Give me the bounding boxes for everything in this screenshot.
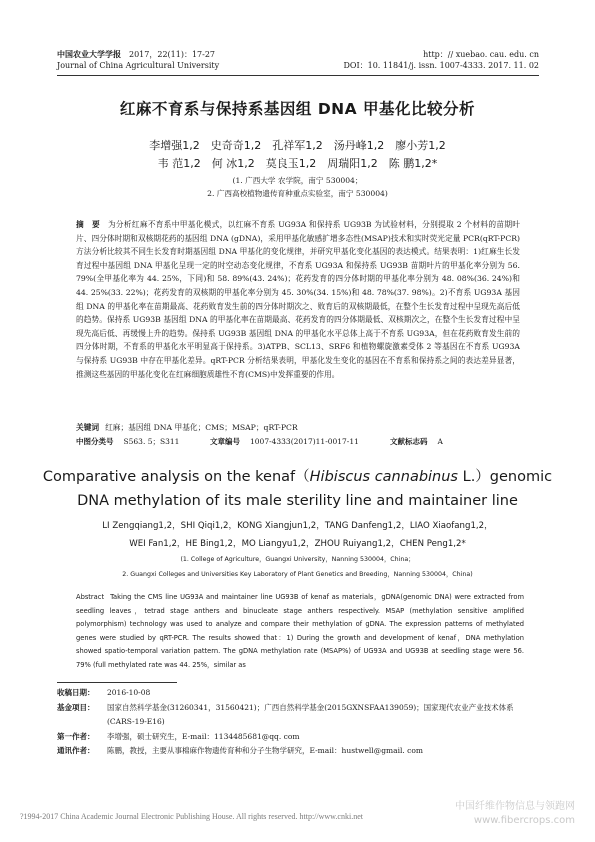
title-en-part2: L.）genomic [458, 469, 553, 485]
footnote-received [57, 686, 539, 701]
journal-url: http：// xuebao. cau. edu. cn [423, 50, 539, 59]
footnote-label: 基金项目： [57, 702, 95, 712]
footnote-value: 李增强，硕士研究生，E-mail：1134485681@qq. com [107, 731, 300, 741]
title-en-part1: Comparative analysis on the kenaf（ [42, 469, 310, 485]
doi: DOI：10. 11841/j. issn. 1007-4333. 2017. 11. 02 [343, 61, 539, 70]
footnote-corresponding-author [57, 744, 539, 759]
title-english-line1 [40, 465, 555, 489]
footnote-value: 国家自然科学基金(31260341，31560421)；广西自然科学基金(2015GXNSFAA139059)；国家现代农业产业技术体系(CARS-19-E16) [107, 702, 514, 726]
footnote-funding [57, 701, 539, 730]
affiliation-chinese-1: (1. 广西大学 农学院，南宁 530004； [232, 176, 363, 185]
title-english-line2: DNA methylation of its male sterility line and maintainer line [77, 493, 518, 509]
volume-info: 2017，22(11)：17-27 [129, 50, 216, 59]
title-chinese: 红麻不育系与保持系基因组 DNA 甲基化比较分析 [119, 100, 476, 118]
footnote-label: 收稿日期： [57, 688, 95, 697]
abstract-text-en: Taking the CMS line UG93A and maintainer line UG93B of kenaf as materials，gDNA(genomic DNA) were extracted from seedling leaves，tetrad stage anthers and binucleate stage anthers respectively. MSAP (methylation sensitive amplified polymorphism) technology was used to analyze and compare their methylation of gDNA. The expression patterns of methylated genes were studied by qRT-PCR. The results showed that：1) During the growth and development of kenaf，DNA methylation showed spatio-temporal variation pattern. The gDNA methylation rate (MSAP%) of UG93A and UG93B at seedling stage were 56. 79% (full methylated rate was 44. 25%，similar as [76, 593, 524, 669]
keywords-label-cn: 关键词 [76, 423, 100, 432]
affiliation-chinese-2: 2. 广西高校植物遗传育种重点实验室，南宁 530004) [207, 189, 388, 198]
article-number-label: 文章编号 [210, 437, 240, 446]
publisher-notice: ?1994-2017 China Academic Journal Electronic Publishing House. All rights reserved. http://www.cnki.net [20, 812, 363, 821]
title-english [40, 465, 555, 513]
article-number [210, 436, 359, 448]
footnote-value: 陈鹏，教授，主要从事棉麻作物遗传育种和分子生物学研究，E-mail：hustwell@gmail. com [107, 746, 423, 755]
clc-number [76, 436, 179, 448]
footnote-label: 第一作者： [57, 731, 95, 741]
affiliation-english-1: (1. College of Agriculture，Guangxi University，Nanning 530004，China； [180, 556, 415, 563]
abstract-label-cn: 摘 要 [76, 220, 100, 229]
header-rule [57, 75, 539, 76]
clc-label: 中图分类号 [76, 437, 114, 446]
footnote-label: 通讯作者： [57, 746, 95, 755]
clc-value: S563. 5；S311 [123, 437, 180, 446]
journal-header-left [57, 49, 219, 71]
footnote-first-author [57, 730, 539, 745]
article-number-value: 1007-4333(2017)11-0017-11 [250, 437, 359, 446]
footnote-value: 2016-10-08 [107, 688, 151, 697]
keywords-text-cn: 红麻；基因组 DNA 甲基化；CMS；MSAP；qRT-PCR [105, 423, 298, 432]
authors-chinese-row2: 韦 范1,2 何 冰1,2 莫良玉1,2 周瑞阳1,2 陈 鹏1,2* [157, 157, 438, 170]
site-watermark [455, 800, 575, 828]
document-code [390, 436, 443, 448]
species-name: Hibiscus cannabinus [309, 469, 458, 485]
journal-name-cn: 中国农业大学学报 [57, 49, 121, 59]
abstract-text-cn: 为分析红麻不育系中甲基化模式，以红麻不育系 UG93A 和保持系 UG93B 为试验材料，分别提取 2 个材料的苗期叶片、四分体时期和双核期花药的基因组 DNA (gDNA)，采用甲基化敏感扩增多态性(MSAP)技术和实时荧光定量 PCR(qRT-PCR)方法分析比较其不同生长发育时期基因组 DNA 甲基化的变化规律，并研究甲基化变化基因的表达模式。结果表明：1)红麻生长发育过程中基因组 DNA 甲基化呈现一定的时空动态变化规律，不育系 UG93A 和保持系 UG93B 苗期叶片的甲基化率分别为 56. 79%(全甲基化率为 44. 25%，下同)和 58. 89%(43. 24%)；花药发育的四分体时期的甲基化率分别为 48. 08%(36. 24%)和 44. 25%(33. 22%)；花药发育的双核期的甲基化率分别为 45. 30%(34. 15%)和 48. 78%(37. 98%)。2)不育系 UG93A 基因组 DNA 的甲基化率在苗期最高、花药败育发生前的四分体时期次之、败育后的双核期最低，在整个生长发育过程中呈现先高后低的趋势。保持系 UG93B 基因组 DNA 的甲基化率在苗期最高、花药发育的四分体期最低、双核期次之，在整个生长发育过程中呈现先高后低、再缓慢上升的趋势。保持系 UG93B 基因组 DNA 的甲基化水平总体上高于不育系 UG93A，但在花药败育发生前的四分体时期，不育系的甲基化水平明显高于保持系。3)ATPB、SCL13、SRF6 和植物螺旋激素受体 2 等基因在不育系 UG93A 与保持系 UG93B 中存在甲基化差异。qRT-PCR 分析结果表明，甲基化发生变化的基因在不育系和保持系之间的表达差异显著，推测这些基因的甲基化变化在红麻细胞质雄性不育(CMS)中发挥重要的作用。 [76, 220, 520, 379]
abstract-chinese [76, 218, 520, 381]
footnotes [57, 686, 539, 759]
watermark-line2: www.fibercrops.com [473, 815, 575, 826]
footnote-rule [57, 682, 177, 683]
watermark-line1: 中国纤维作物信息与领跑网 [455, 801, 575, 812]
abstract-english [76, 591, 524, 672]
affiliation-english-2: 2. Guangxi Colleges and Universities Key Laboratory of Plant Genetics and Breeding，Nanning 530004，China) [122, 571, 473, 578]
authors-english-row2: WEI Fan1,2，HE Bing1,2，MO Liangyu1,2，ZHOU Ruiyang1,2，CHEN Peng1,2* [129, 539, 466, 549]
journal-name-en: Journal of China Agricultural University [57, 61, 220, 70]
keywords-chinese [76, 422, 520, 434]
document-code-value: A [437, 437, 443, 446]
journal-header-right [343, 49, 539, 71]
document-code-label: 文献标志码 [390, 437, 428, 446]
authors-english-row1: LI Zengqiang1,2，SHI Qiqi1,2，KONG Xiangjun1,2，TANG Danfeng1,2，LIAO Xiaofang1,2， [102, 521, 493, 531]
authors-chinese-row1: 李增强1,2 史奇奇1,2 孔祥军1,2 汤丹峰1,2 廖小芳1,2 [149, 139, 446, 152]
abstract-label-en: Abstract [76, 593, 105, 601]
